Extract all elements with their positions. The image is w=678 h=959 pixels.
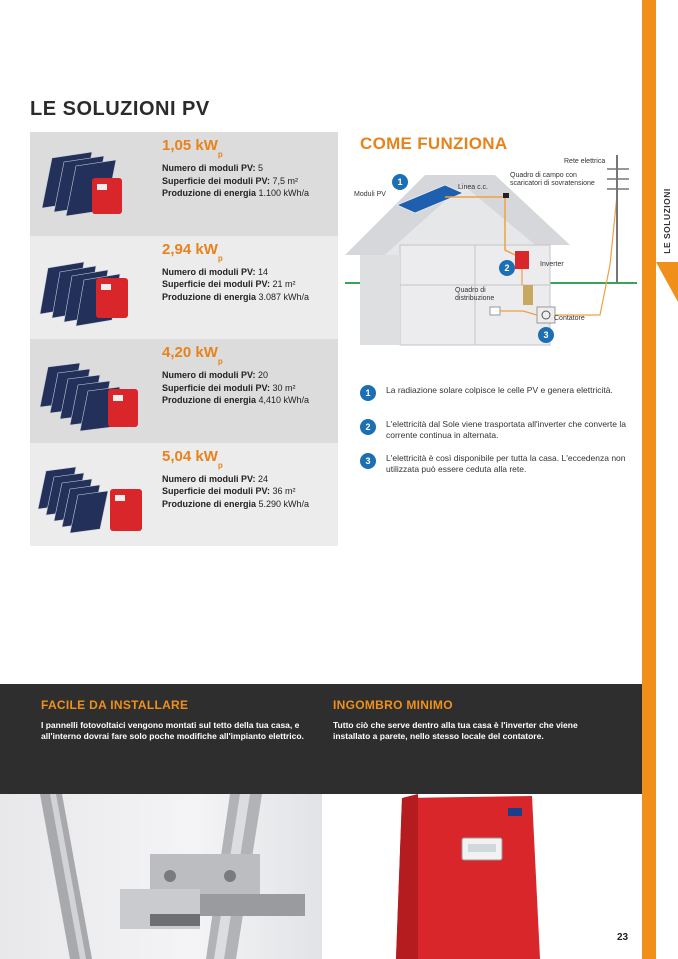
- side-tab-label: LE SOLUZIONI: [662, 188, 672, 254]
- label-grid: Rete elettrica: [564, 158, 606, 165]
- feature-easy-install: [41, 698, 311, 742]
- mounting-rail-photo: [0, 794, 322, 959]
- solutions-list: [30, 132, 338, 546]
- inverter-illustration: [322, 794, 642, 959]
- label-field-board: Quadro di campo con scaricatori di sovratensione: [510, 172, 595, 187]
- solution-specs: Numero di moduli PV: 20 Superficie dei moduli PV: 30 m² Produzione di energia 4,410 kWh/a: [162, 370, 310, 405]
- step-item: [360, 419, 630, 453]
- solution-power: 2,94 $kW_p$: [162, 240, 223, 263]
- steps-list: [360, 385, 630, 487]
- diagram-marker-3: 3: [538, 327, 554, 343]
- side-tab-arrow: [642, 262, 678, 302]
- solution-row: [30, 443, 338, 547]
- diagram-marker-2: 2: [499, 260, 515, 276]
- diagram-marker-1: 1: [392, 174, 408, 190]
- step-text: L'elettricità è così disponibile per tutta la casa. L'eccedenza non utilizzata può essere ceduta alla rete.: [386, 453, 626, 474]
- label-dc-line: Linea c.c.: [458, 184, 488, 191]
- feature-title: FACILE DA INSTALLARE: [41, 698, 189, 712]
- solution-specs: Numero di moduli PV: 5 Superficie dei moduli PV: 7,5 m² Produzione di energia 1.100 kWh/a: [162, 163, 310, 198]
- side-accent-bar: [642, 0, 656, 959]
- pv-kit-image: [34, 345, 152, 437]
- step-item: [360, 385, 630, 419]
- solution-specs: Numero di moduli PV: 24 Superficie dei moduli PV: 36 m² Produzione di energia 5.290 kWh/a: [162, 473, 310, 509]
- label-inverter: Inverter: [540, 261, 564, 268]
- step-number-badge: 2: [360, 419, 376, 435]
- mounting-rail-illustration: [0, 794, 322, 959]
- how-it-works-diagram: [345, 155, 637, 355]
- feature-text: Tutto ciò che serve dentro alla tua casa è l'inverter che viene installato a parete, nello stesso locale del contatore.: [333, 720, 578, 741]
- solution-row: [30, 132, 338, 236]
- features-band: [0, 684, 642, 794]
- solution-row: [30, 339, 338, 443]
- step-text: La radiazione solare colpisce le celle PV e genera elettricità.: [386, 385, 613, 395]
- pv-kit-image: [34, 449, 152, 541]
- solution-power: 1,05 $kW_p$: [162, 137, 223, 159]
- pv-kit-image: [34, 138, 152, 230]
- label-distribution-board: Quadro di distribuzione: [455, 287, 495, 302]
- step-text: L'elettricità dal Sole viene trasportata all'inverter che converte la corrente continua in alternata.: [386, 419, 626, 440]
- feature-minimal-footprint: [333, 698, 613, 742]
- feature-text: I pannelli fotovoltaici vengono montati sul tetto della tua casa, e all'interno dovrai fare solo poche modifiche all'impianto elettrico.: [41, 720, 304, 741]
- pv-kit-image: [34, 242, 152, 334]
- label-pv-modules: Moduli PV: [354, 191, 386, 198]
- page-title: LE SOLUZIONI PV: [30, 98, 210, 120]
- step-number-badge: 3: [360, 453, 376, 469]
- inverter-photo: [322, 794, 642, 959]
- solution-power: 5,04 $kW_p$: [162, 447, 223, 470]
- step-number-badge: 1: [360, 385, 376, 401]
- feature-title: INGOMBRO MINIMO: [333, 698, 453, 712]
- page-number: 23: [617, 932, 629, 943]
- solution-power: 4,20 $kW_p$: [162, 344, 223, 366]
- step-item: [360, 453, 630, 487]
- diagram-title: COME FUNZIONA: [360, 134, 508, 153]
- solution-specs: Numero di moduli PV: 14 Superficie dei moduli PV: 21 m² Produzione di energia 3.087 kWh/a: [162, 266, 310, 302]
- solution-row: [30, 236, 338, 340]
- label-meter: Contatore: [554, 315, 585, 322]
